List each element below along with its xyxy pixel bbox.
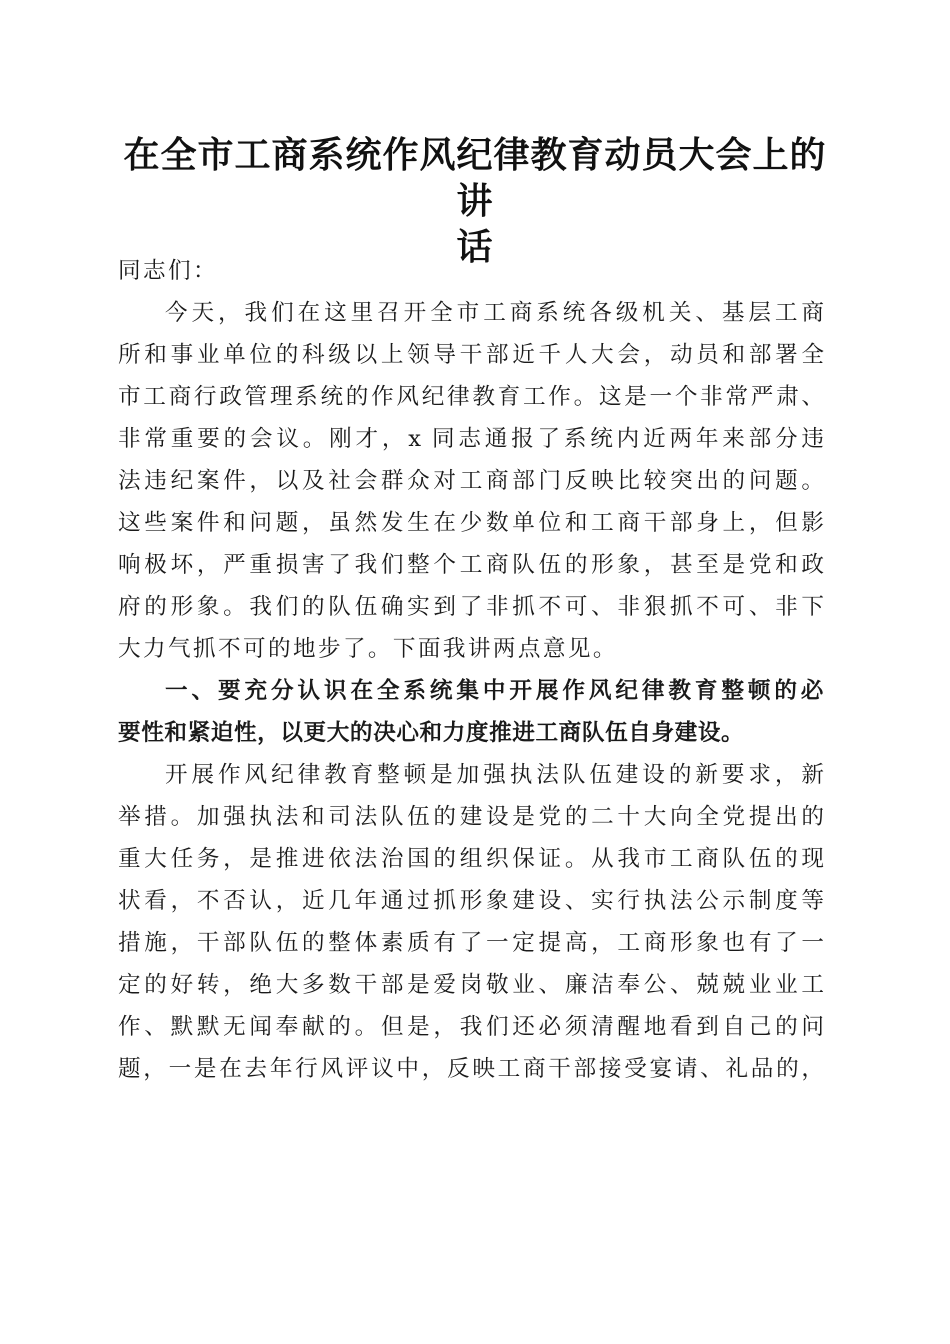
paragraph-line: 法违纪案件，以及社会群众对工商部门反映比较突出的问题。 [118, 468, 824, 494]
paragraph-line: 市工商行政管理系统的作风纪律教育工作。这是一个非常严肃、 [118, 384, 824, 410]
heading-line: 要性和紧迫性，以更大的决心和力度推进工商队伍自身建设。 [118, 720, 745, 746]
paragraph-line: 作、默默无闻奉献的。但是，我们还必须清醒地看到自己的问 [118, 1014, 824, 1040]
paragraph-section-1 [118, 754, 824, 1090]
paragraph-opening [118, 292, 824, 670]
heading-line: 一、要充分认识在全系统集中开展作风纪律教育整顿的必 [165, 678, 824, 704]
paragraph-line: 重大任务，是推进依法治国的组织保证。从我市工商队伍的现 [118, 846, 824, 872]
paragraph-line: 大力气抓不可的地步了。下面我讲两点意见。 [118, 636, 618, 662]
title-line-1: 在全市工商系统作风纪律教育动员大会上的讲 [123, 134, 827, 222]
paragraph-line: 非常重要的会议。刚才，x 同志通报了系统内近两年来部分违 [118, 426, 824, 452]
paragraph-line: 府的形象。我们的队伍确实到了非抓不可、非狠抓不可、非下 [118, 594, 824, 620]
title-line-2: 话 [456, 226, 494, 268]
paragraph-line: 这些案件和问题，虽然发生在少数单位和工商干部身上，但影 [118, 510, 824, 536]
section-heading-1 [118, 670, 824, 754]
paragraph-line: 举措。加强执法和司法队伍的建设是党的二十大向全党提出的 [118, 804, 824, 830]
paragraph-line: 措施，干部队伍的整体素质有了一定提高，工商形象也有了一 [118, 930, 824, 956]
salutation: 同志们： [118, 258, 218, 284]
paragraph-line: 状看，不否认，近几年通过抓形象建设、实行执法公示制度等 [118, 888, 824, 914]
paragraph-line: 题，一是在去年行风评议中，反映工商干部接受宴请、礼品的， [118, 1056, 824, 1082]
paragraph-line: 所和事业单位的科级以上领导干部近千人大会，动员和部署全 [118, 342, 824, 368]
paragraph-line: 开展作风纪律教育整顿是加强执法队伍建设的新要求，新 [165, 762, 824, 788]
paragraph-line: 响极坏，严重损害了我们整个工商队伍的形象，甚至是党和政 [118, 552, 824, 578]
paragraph-line: 定的好转，绝大多数干部是爱岗敬业、廉洁奉公、兢兢业业工 [118, 972, 824, 998]
document-body [118, 250, 824, 1090]
paragraph-line: 今天，我们在这里召开全市工商系统各级机关、基层工商 [165, 300, 824, 326]
